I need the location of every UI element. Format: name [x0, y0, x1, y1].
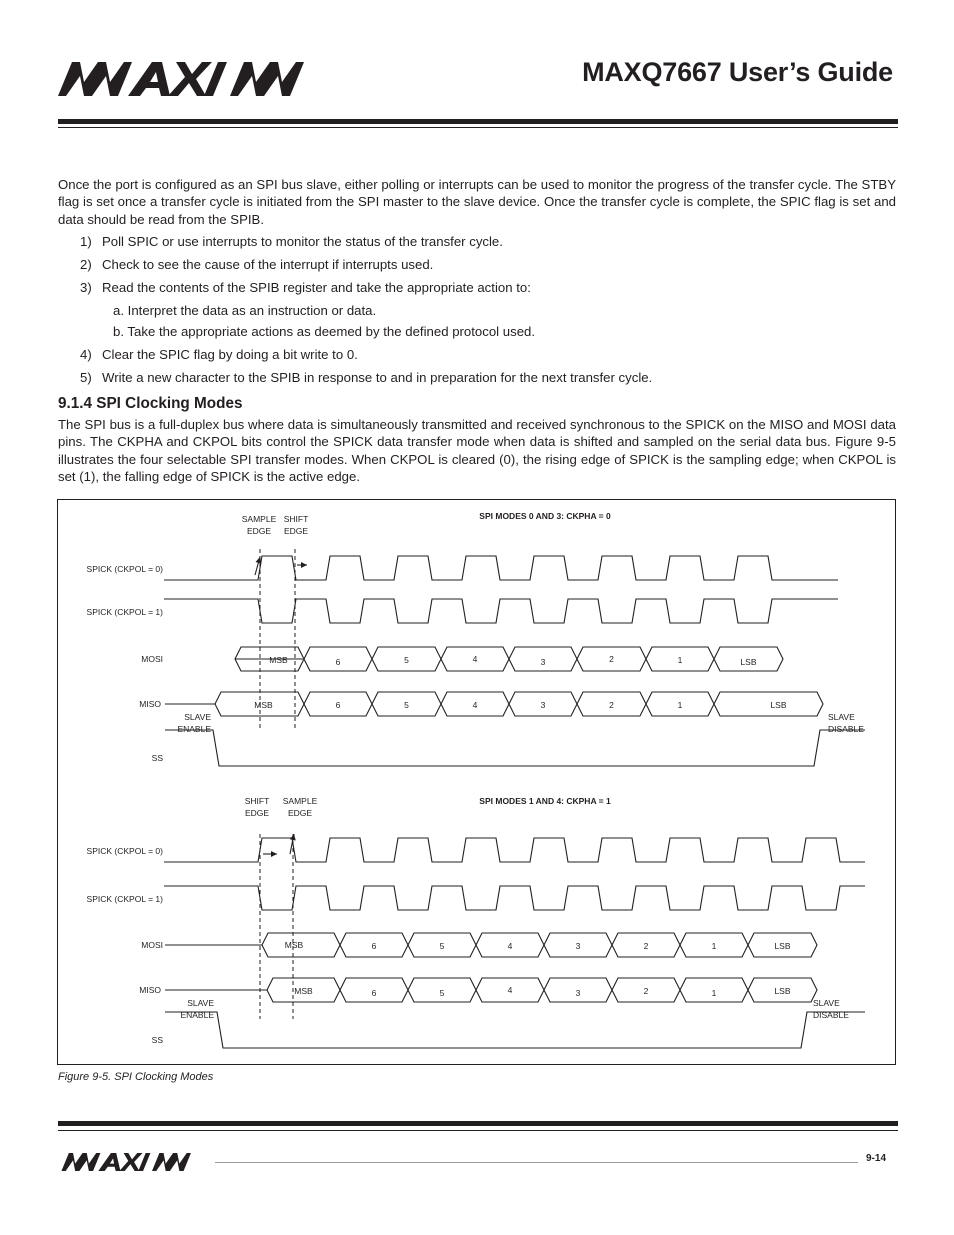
slave-disable-label: SLAVE	[828, 712, 855, 722]
sub-list-item: a. Interpret the data as an instruction or data.	[113, 303, 377, 318]
footer-logo	[58, 1152, 206, 1177]
edge-arrow-head	[271, 851, 277, 857]
footer-rule-thick	[58, 1121, 898, 1126]
signal-label: SPICK (CKPOL = 0)	[86, 564, 163, 574]
list-item: 1) Poll SPIC or use interrupts to monitor the status of the transfer cycle.	[80, 234, 503, 249]
section-heading: 9.1.4 SPI Clocking Modes	[58, 395, 243, 412]
panel-title: SPI MODES 0 AND 3: CKPHA = 0	[479, 511, 611, 521]
miso-bit-label: 5	[439, 988, 445, 998]
signal-label: SS	[151, 753, 163, 763]
miso-bit-label: 3	[575, 988, 581, 998]
figure-caption: Figure 9-5. SPI Clocking Modes	[58, 1071, 214, 1083]
ss-waveform	[165, 1012, 865, 1048]
intro-paragraph: Once the port is configured as an SPI bus slave, either polling or interrupts can be used to monitor the progress of the transfer cycle. The STBY flag is set once a transfer cycle is initiated from the SPI master to the slave device. Once the transfer cycle is complete, the SPIC flag is set and data should be read from the SPIB.	[58, 177, 896, 227]
signal-label: SS	[151, 1035, 163, 1045]
mosi-bit-label: 2	[643, 941, 649, 951]
mosi-bit-label: 6	[371, 941, 377, 951]
signal-label: SPICK (CKPOL = 1)	[86, 607, 163, 617]
edge-label: EDGE	[283, 526, 309, 536]
slave-enable-label: SLAVE	[184, 712, 211, 722]
mosi-bit-label: 4	[507, 941, 513, 951]
section-body: The SPI bus is a full-duplex bus where data is simultaneously transmitted and received synchronous to the SPICK on the MISO and MOSI data pins. The CKPHA and CKPOL bits control the SPICK data transfer mode when data is shifted and sampled on the serial data bus. Figure 9-5 illustrates the four selectable SPI transfer modes. When CKPOL is cleared (0), the rising edge of SPICK is the sampling edge; when CKPOL is set (1), the falling edge of SPICK is the active edge.	[58, 417, 896, 485]
mosi-bit-label: 5	[404, 655, 409, 665]
mosi-bit-label: 3	[575, 941, 581, 951]
list-item: 4) Clear the SPIC flag by doing a bit write to 0.	[80, 347, 358, 362]
page-title: MAXQ7667 User’s Guide	[582, 57, 893, 87]
signal-label: MISO	[139, 985, 161, 995]
panel-title: SPI MODES 1 AND 4: CKPHA = 1	[479, 796, 611, 806]
header-rule-thin	[58, 127, 898, 128]
mosi-bit-label: LSB	[774, 941, 791, 951]
slave-disable-label: SLAVE	[813, 998, 840, 1008]
footer-rule-thin	[58, 1130, 898, 1131]
mosi-bit-label: 6	[335, 657, 341, 667]
mosi-bit-label: 5	[439, 941, 445, 951]
slave-enable-label: ENABLE	[177, 724, 211, 734]
edge-label: SHIFT	[244, 796, 270, 806]
edge-label: EDGE	[244, 808, 270, 818]
miso-bit-label: 2	[609, 700, 614, 710]
footer-divider	[215, 1162, 858, 1163]
miso-bit-label: 4	[472, 700, 478, 710]
edge-arrow-head	[301, 562, 307, 568]
timing-panel-ckpha-0	[87, 511, 865, 766]
miso-bit-label: LSB	[774, 986, 791, 996]
mosi-bit-label: 4	[472, 654, 478, 664]
page-number: 9-14	[866, 1153, 887, 1164]
edge-label: SAMPLE	[241, 514, 277, 524]
miso-bit-label: 6	[335, 700, 341, 710]
slave-disable-label: DISABLE	[828, 724, 864, 734]
miso-bus-cell	[714, 692, 823, 716]
mosi-bit-label: MSB	[269, 655, 288, 665]
spick-ckpol0-waveform	[164, 556, 838, 580]
edge-label: EDGE	[246, 526, 272, 536]
signal-label: MOSI	[141, 654, 163, 664]
slave-enable-label: ENABLE	[180, 1010, 214, 1020]
mosi-bit-label: 3	[540, 657, 546, 667]
edge-label: EDGE	[287, 808, 313, 818]
mosi-bit-label: LSB	[740, 657, 757, 667]
slave-enable-label: SLAVE	[187, 998, 214, 1008]
maxim-logo-icon	[58, 1152, 206, 1172]
miso-bit-label: 6	[371, 988, 377, 998]
mosi-bit-label: 1	[711, 941, 717, 951]
edge-label: SHIFT	[283, 514, 309, 524]
list-item: 5) Write a new character to the SPIB in response to and in preparation for the next transfer cycle.	[80, 370, 653, 385]
mosi-bit-label: 2	[609, 654, 614, 664]
signal-label: SPICK (CKPOL = 0)	[86, 846, 163, 856]
miso-bit-label: 2	[643, 986, 649, 996]
sub-list-item: b. Take the appropriate actions as deemed by the defined protocol used.	[113, 324, 536, 339]
edge-label: SAMPLE	[282, 796, 318, 806]
mosi-bit-label: MSB	[284, 940, 304, 950]
list-item: 3) Read the contents of the SPIB register and take the appropriate action to:	[80, 280, 531, 295]
slave-disable-label: DISABLE	[813, 1010, 849, 1020]
miso-bit-label: 5	[404, 700, 409, 710]
spick-ckpol1-waveform	[164, 599, 838, 623]
signal-label: SPICK (CKPOL = 1)	[86, 894, 163, 904]
timing-panel-ckpha-1	[87, 796, 865, 1048]
miso-bit-label: LSB	[770, 700, 787, 710]
signal-label: MOSI	[141, 940, 163, 950]
ss-waveform	[165, 730, 865, 766]
spi-timing-diagram	[57, 499, 896, 1065]
header-rule-thick	[58, 119, 898, 124]
miso-bit-label: 4	[507, 985, 513, 995]
miso-bit-label: 1	[677, 700, 683, 710]
signal-label: MISO	[139, 699, 161, 709]
spick-ckpol1-waveform	[164, 886, 865, 910]
miso-bit-label: 1	[711, 988, 717, 998]
spick-ckpol0-waveform	[164, 838, 865, 862]
miso-bit-label: 3	[540, 700, 546, 710]
miso-bit-label: MSB	[294, 986, 313, 996]
list-item: 2) Check to see the cause of the interrupt if interrupts used.	[80, 257, 434, 272]
mosi-bit-label: 1	[677, 655, 683, 665]
miso-bit-label: MSB	[254, 700, 273, 710]
